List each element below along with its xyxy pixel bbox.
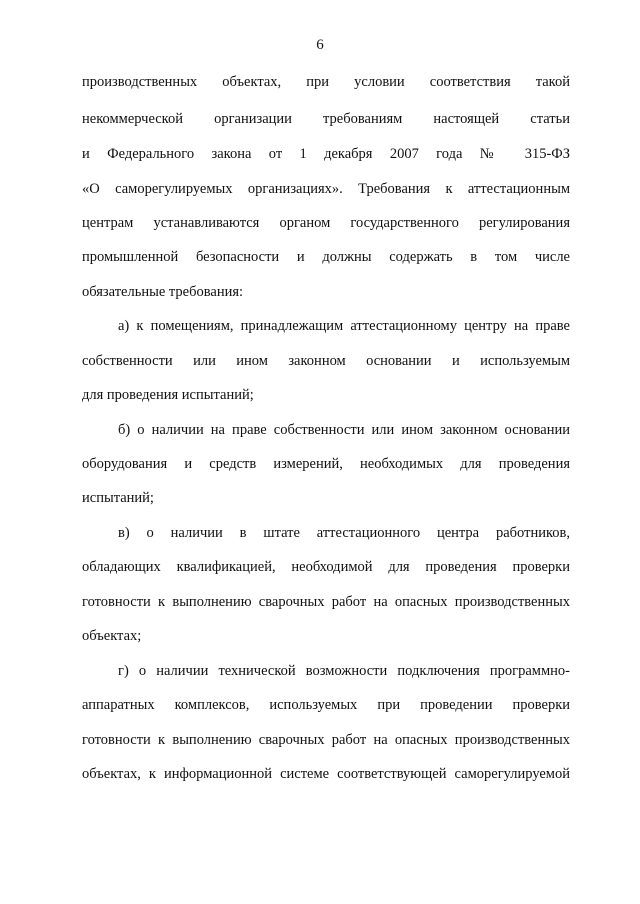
list-item-b: б) о наличии на праве собственности или ином законном основании bbox=[118, 422, 570, 438]
text-line: некоммерческой организации требованиям настоящей статьи bbox=[82, 111, 570, 127]
list-item-g: г) о наличии технической возможности подключения программно- bbox=[118, 663, 570, 679]
text-line: испытаний; bbox=[82, 490, 154, 506]
text-line: готовности к выполнению сварочных работ на опасных производственных bbox=[82, 594, 570, 610]
text-line: объектах; bbox=[82, 628, 142, 644]
text-line: готовности к выполнению сварочных работ на опасных производственных bbox=[82, 732, 570, 748]
text-line: производственных объектах, при условии соответствия такой bbox=[82, 74, 570, 90]
text-line: объектах, к информационной системе соответствующей саморегулируемой bbox=[82, 766, 570, 782]
text-line: и Федерального закона от 1 декабря 2007 года № 315-ФЗ bbox=[82, 146, 570, 162]
page-number: 6 bbox=[316, 37, 324, 53]
text-line: обязательные требования: bbox=[82, 284, 244, 300]
list-item-a: а) к помещениям, принадлежащим аттестационному центру на праве bbox=[118, 318, 570, 334]
text-line: для проведения испытаний; bbox=[82, 387, 254, 403]
text-line: центрам устанавливаются органом государственного регулирования bbox=[82, 215, 570, 231]
text-line: оборудования и средств измерений, необходимых для проведения bbox=[82, 456, 570, 472]
text-line: «О саморегулируемых организациях». Требования к аттестационным bbox=[82, 181, 570, 197]
text-line: аппаратных комплексов, используемых при проведении проверки bbox=[82, 697, 570, 713]
text-line: обладающих квалификацией, необходимой для проведения проверки bbox=[82, 559, 570, 575]
text-line: собственности или ином законном основании и используемым bbox=[82, 353, 570, 369]
list-item-v: в) о наличии в штате аттестационного центра работников, bbox=[118, 525, 570, 541]
text-line: промышленной безопасности и должны содержать в том числе bbox=[82, 249, 570, 265]
